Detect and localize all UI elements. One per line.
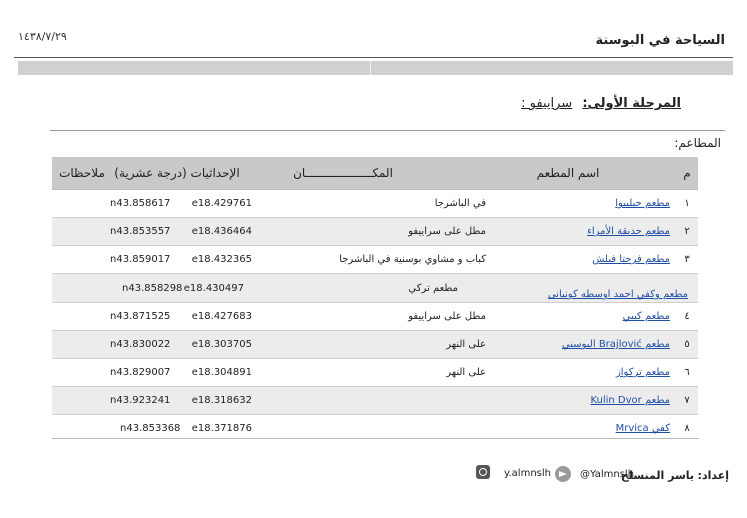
stage-label: المرحلة الأولى: — [582, 96, 681, 111]
row-longitude: e18.432365 — [191, 254, 252, 265]
row-name — [468, 274, 688, 302]
prepared-by — [621, 469, 729, 482]
document-title: السياحة في البوسنة — [595, 33, 725, 48]
restaurant-link[interactable]: مطعم جيليبوا — [615, 198, 670, 209]
row-place: كباب و مشاوي بوسنية في الباشرجا — [339, 254, 486, 265]
row-num: ٥ — [684, 339, 690, 350]
row-latitude: n43.871525 — [110, 311, 171, 322]
restaurant-link[interactable]: مطعم كيبي — [622, 311, 670, 322]
row-place: على النهر — [446, 339, 486, 350]
row-longitude: e18.427683 — [191, 311, 252, 322]
header-num: م — [683, 166, 691, 180]
row-latitude: n43.829007 — [110, 367, 171, 378]
row-latitude: n43.859017 — [110, 254, 171, 265]
row-place — [246, 387, 486, 414]
header-coords: الإحداثيات (درجة عشرية) — [114, 166, 240, 180]
table-header-row — [52, 157, 698, 190]
restaurant-link[interactable]: مطعم حديقة الأمراء — [587, 226, 670, 237]
top-divider — [14, 57, 733, 58]
row-longitude: e18.304891 — [191, 367, 252, 378]
document-date: ١٤٣٨/٧/٢٩ — [18, 30, 67, 43]
row-name — [490, 190, 670, 217]
table-bottom-divider — [52, 438, 699, 439]
row-latitude: n43.853557 — [110, 226, 171, 237]
restaurant-link[interactable]: مطعم تركواز — [615, 367, 670, 378]
row-latitude: n43.858298 — [122, 282, 183, 294]
row-num: ١ — [684, 198, 690, 209]
header-name: اسم المطعم — [536, 166, 600, 180]
row-place: مطل على سراييفو — [408, 226, 486, 237]
row-latitude: n43.830022 — [110, 339, 171, 350]
row-name — [490, 387, 670, 414]
row-place: مطل على سراييفو — [408, 311, 486, 322]
row-place: مطعم تركي — [408, 282, 458, 294]
table-row — [52, 246, 698, 274]
row-name — [490, 246, 670, 273]
prepared-by-label: إعداد: — [697, 469, 729, 482]
instagram-handle[interactable]: y.almnslh — [504, 468, 551, 479]
header-band-divider — [370, 61, 371, 75]
row-name — [490, 303, 670, 330]
restaurant-link[interactable]: مطعم فرحتا فيلش — [592, 254, 670, 265]
restaurant-link[interactable]: مطعم وكفي احمد اوسطه كونيانى — [547, 289, 688, 300]
row-longitude: e18.429761 — [191, 198, 252, 209]
table-row — [52, 387, 698, 415]
row-num: ٢ — [684, 226, 690, 237]
row-longitude: e18.430497 — [183, 282, 244, 294]
section-divider — [50, 130, 725, 131]
header-notes: ملاحظات — [59, 166, 105, 180]
table-row — [52, 359, 698, 387]
row-place: في الباشرجا — [434, 198, 486, 209]
row-num: ٤ — [684, 311, 690, 322]
row-latitude: n43.858617 — [110, 198, 171, 209]
row-num: ٦ — [684, 367, 690, 378]
stage-heading — [521, 96, 681, 111]
row-latitude: n43.923241 — [110, 395, 171, 406]
restaurants-table — [52, 157, 698, 442]
telegram-handle[interactable]: @Yalmnslh — [580, 469, 635, 480]
row-num: ٣ — [684, 254, 690, 265]
row-longitude: e18.436464 — [191, 226, 252, 237]
row-name — [490, 218, 670, 245]
instagram-icon — [476, 465, 490, 479]
table-row — [52, 218, 698, 246]
row-place: على النهر — [446, 367, 486, 378]
row-name — [490, 359, 670, 386]
restaurant-link[interactable]: كفي Mrvica — [615, 423, 670, 434]
restaurant-link[interactable]: مطعم Kulin Dvor — [590, 395, 670, 406]
row-num: ٨ — [684, 423, 690, 434]
row-longitude: e18.371876 — [191, 423, 252, 434]
row-longitude: e18.303705 — [191, 339, 252, 350]
section-label-restaurants: المطاعم: — [674, 136, 721, 150]
table-row — [52, 274, 698, 303]
row-name — [490, 331, 670, 358]
restaurant-link[interactable]: مطعم Brajlović البوسني — [561, 339, 670, 350]
row-num: ٧ — [684, 395, 690, 406]
table-row — [52, 303, 698, 331]
author-name: ياسر المنسلح — [620, 469, 695, 482]
header-place: المكـــــــــــــــــــان — [293, 166, 393, 180]
telegram-icon — [555, 466, 571, 482]
stage-value: سراييفو : — [521, 96, 573, 111]
row-latitude: n43.853368 — [120, 423, 181, 434]
table-row — [52, 190, 698, 218]
header-band — [18, 61, 733, 75]
row-longitude: e18.318632 — [191, 395, 252, 406]
table-row — [52, 331, 698, 359]
